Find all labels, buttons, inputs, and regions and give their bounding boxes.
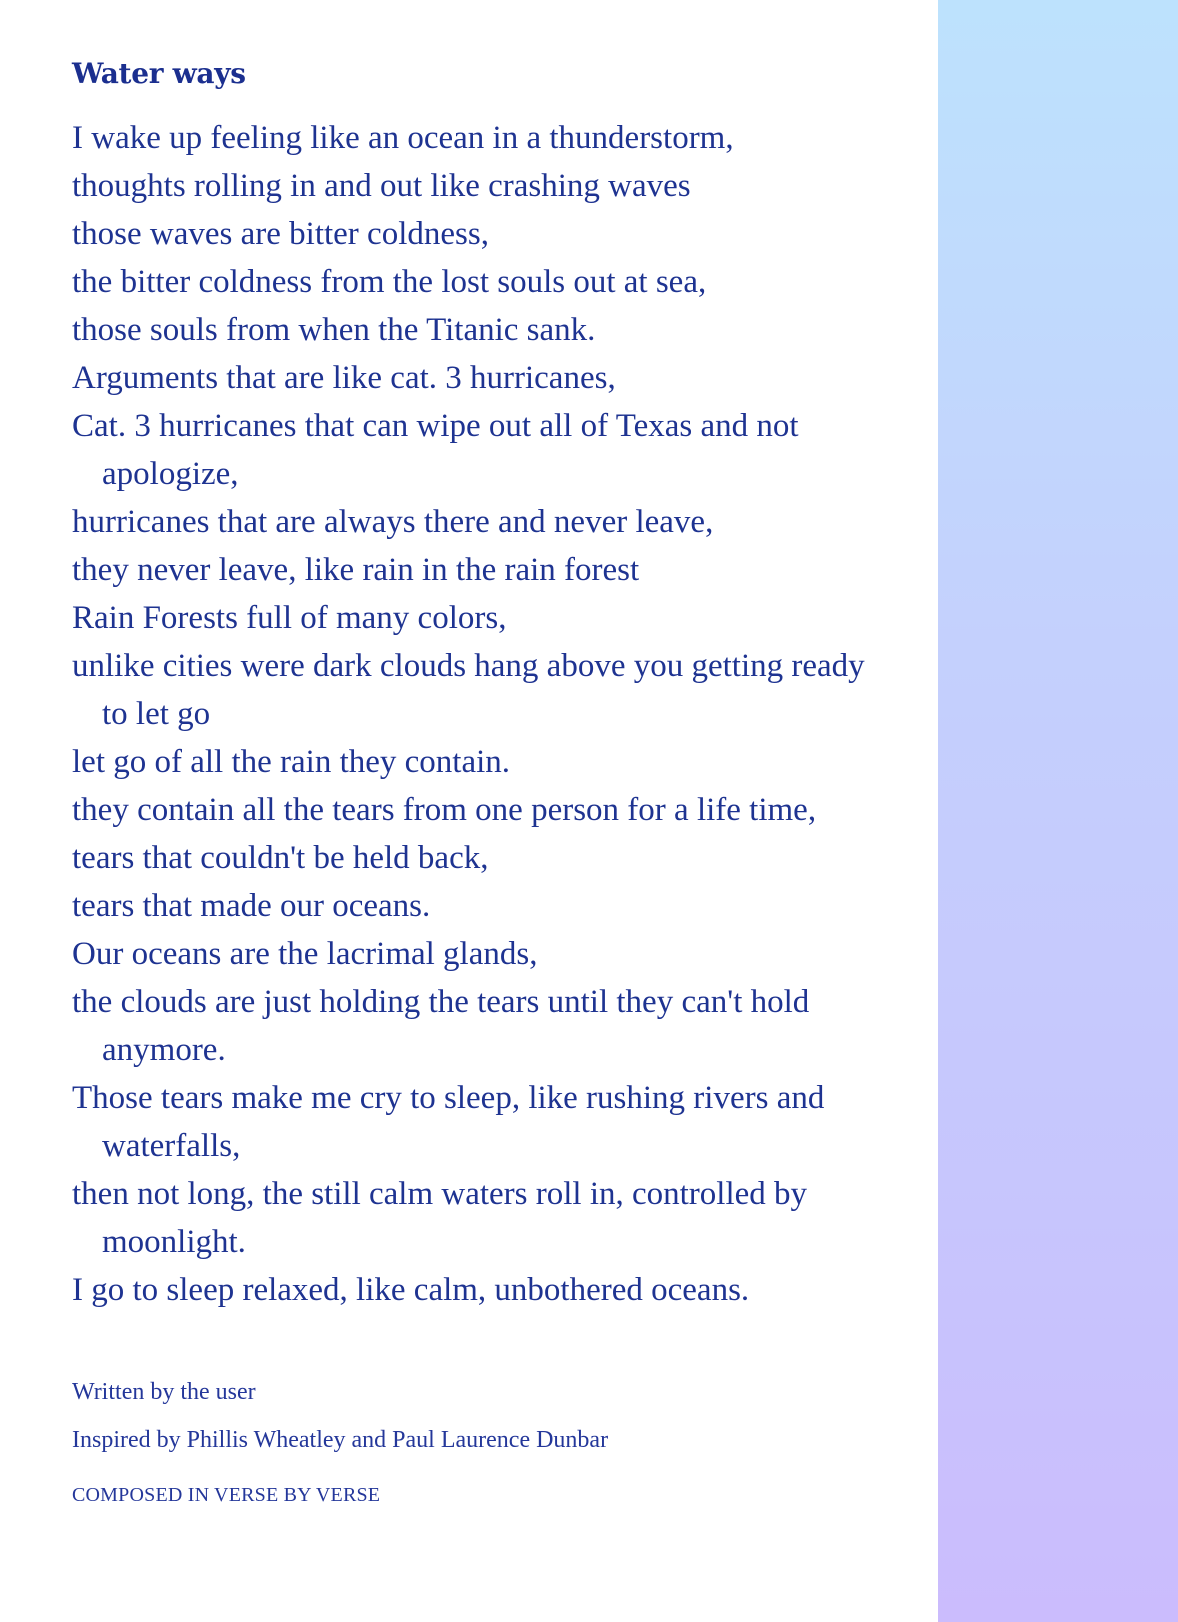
poem-line: those souls from when the Titanic sank. [72,312,596,348]
poem-line: Cat. 3 hurricanes that can wipe out all of Texas and not apologize, [72,408,799,492]
poem-title: Water ways [72,57,246,90]
poem-line: tears that couldn't be held back, [72,840,489,876]
poem-line: I go to sleep relaxed, like calm, unbothered oceans. [72,1272,750,1308]
composed-footer: COMPOSED IN VERSE BY VERSE [72,1484,381,1506]
inspiration-credit: Inspired by Phillis Wheatley and Paul Laurence Dunbar [72,1427,609,1453]
poem-line: they never leave, like rain in the rain forest [72,552,640,588]
poem-line: tears that made our oceans. [72,888,431,924]
poem-line: they contain all the tears from one person for a life time, [72,792,817,828]
poem-line: hurricanes that are always there and never leave, [72,504,714,540]
poem-line: Rain Forests full of many colors, [72,600,507,636]
poem-content [72,52,892,1510]
poem-line: the bitter coldness from the lost souls out at sea, [72,264,707,300]
poem-line: I wake up feeling like an ocean in a thunderstorm, [72,120,734,156]
poem-line: the clouds are just holding the tears until they can't hold anymore. [72,984,810,1068]
poem-line: Our oceans are the lacrimal glands, [72,936,538,972]
poem-line: then not long, the still calm waters roll in, controlled by moonlight. [72,1176,808,1260]
poem-line: Those tears make me cry to sleep, like rushing rivers and waterfalls, [72,1080,825,1164]
poem-line: unlike cities were dark clouds hang above you getting ready to let go [72,648,865,732]
poem-line: those waves are bitter coldness, [72,216,489,252]
gradient-side-panel [938,0,1178,1622]
poem-line: let go of all the rain they contain. [72,744,511,780]
poem-line: Arguments that are like cat. 3 hurricanes, [72,360,616,396]
poem-body [72,114,892,1314]
author-credit: Written by the user [72,1379,256,1405]
poem-line: thoughts rolling in and out like crashing waves [72,168,691,204]
poem-credits [72,1368,892,1464]
